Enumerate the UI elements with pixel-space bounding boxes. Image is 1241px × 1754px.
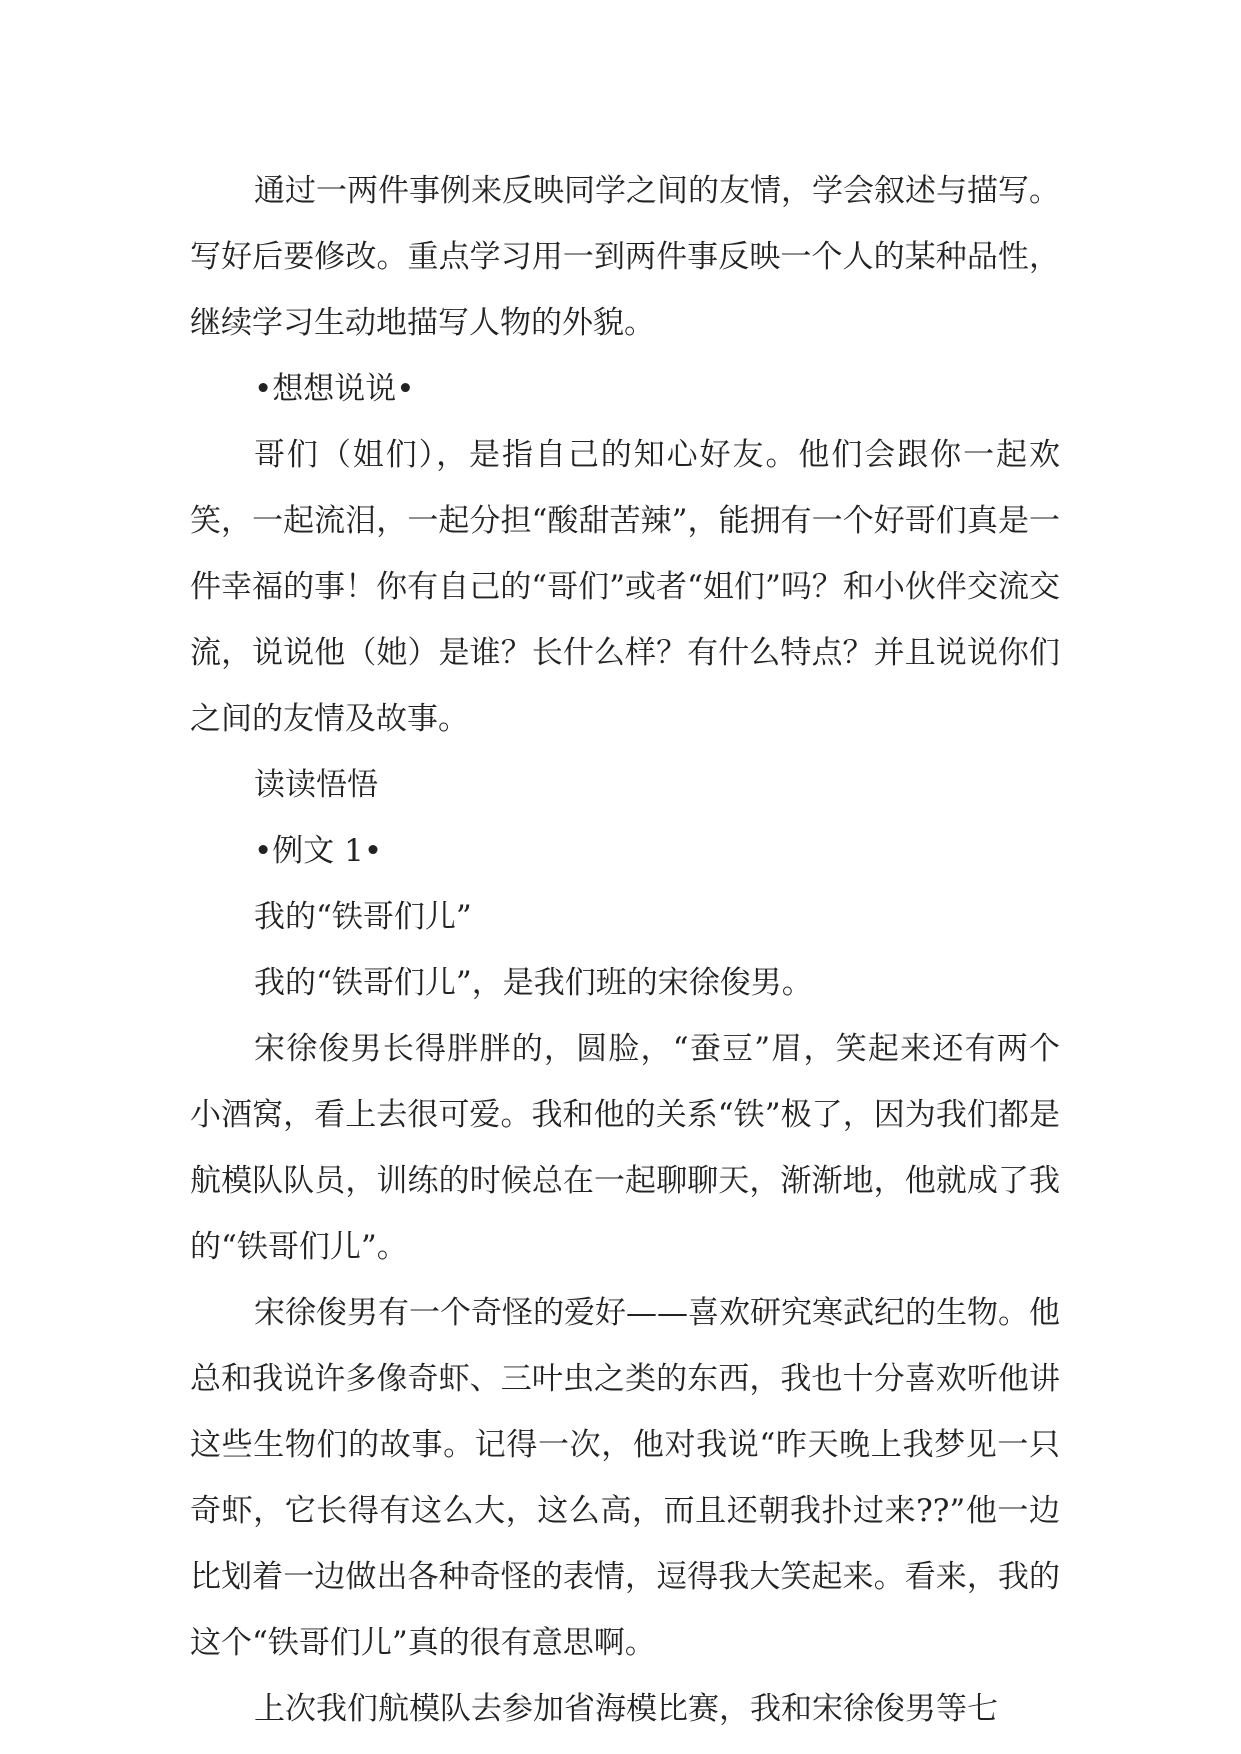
essay-paragraph-3: 宋徐俊男有一个奇怪的爱好——喜欢研究寒武纪的生物。他总和我说许多像奇虾、三叶虫之类的东西，我也十分喜欢听他讲这些生物们的故事。记得一次，他对我说“昨天晚上我梦见一只奇虾，它长得有这么大，这么高，而且还朝我扑过来??”他一边比划着一边做出各种奇怪的表情，逗得我大笑起来。看来，我的这个“铁哥们儿”真的很有意思啊。 [190, 1295, 1060, 1661]
example-label: •例文 1• [254, 833, 383, 869]
essay-paragraph-4: 上次我们航模队去参加省海模比赛，我和宋徐俊男等七 [254, 1691, 998, 1727]
document-body [190, 158, 1060, 1742]
prompt-paragraph: 哥们（姐们），是指自己的知心好友。他们会跟你一起欢笑，一起流泪，一起分担“酸甜苦辣”，能拥有一个好哥们真是一件幸福的事！你有自己的“哥们”或者“姐们”吗？和小伙伴交流交流，说说他（她）是谁？长什么样？有什么特点？并且说说你们之间的友情及故事。 [190, 437, 1060, 737]
section-heading-read-think: 读读悟悟 [254, 767, 378, 803]
intro-paragraph: 通过一两件事例来反映同学之间的友情，学会叙述与描写。写好后要修改。重点学习用一到两件事反映一个人的某种品性，继续学习生动地描写人物的外貌。 [190, 173, 1060, 341]
essay-paragraph-1: 我的“铁哥们儿”，是我们班的宋徐俊男。 [254, 965, 813, 1001]
essay-paragraph-2: 宋徐俊男长得胖胖的，圆脸，“蚕豆”眉，笑起来还有两个小酒窝，看上去很可爱。我和他的关系“铁”极了，因为我们都是航模队队员，训练的时候总在一起聊聊天，渐渐地，他就成了我的“铁哥们儿”。 [190, 1031, 1060, 1265]
section-heading-think-talk: •想想说说• [254, 371, 415, 407]
essay-title: 我的“铁哥们儿” [254, 899, 472, 935]
